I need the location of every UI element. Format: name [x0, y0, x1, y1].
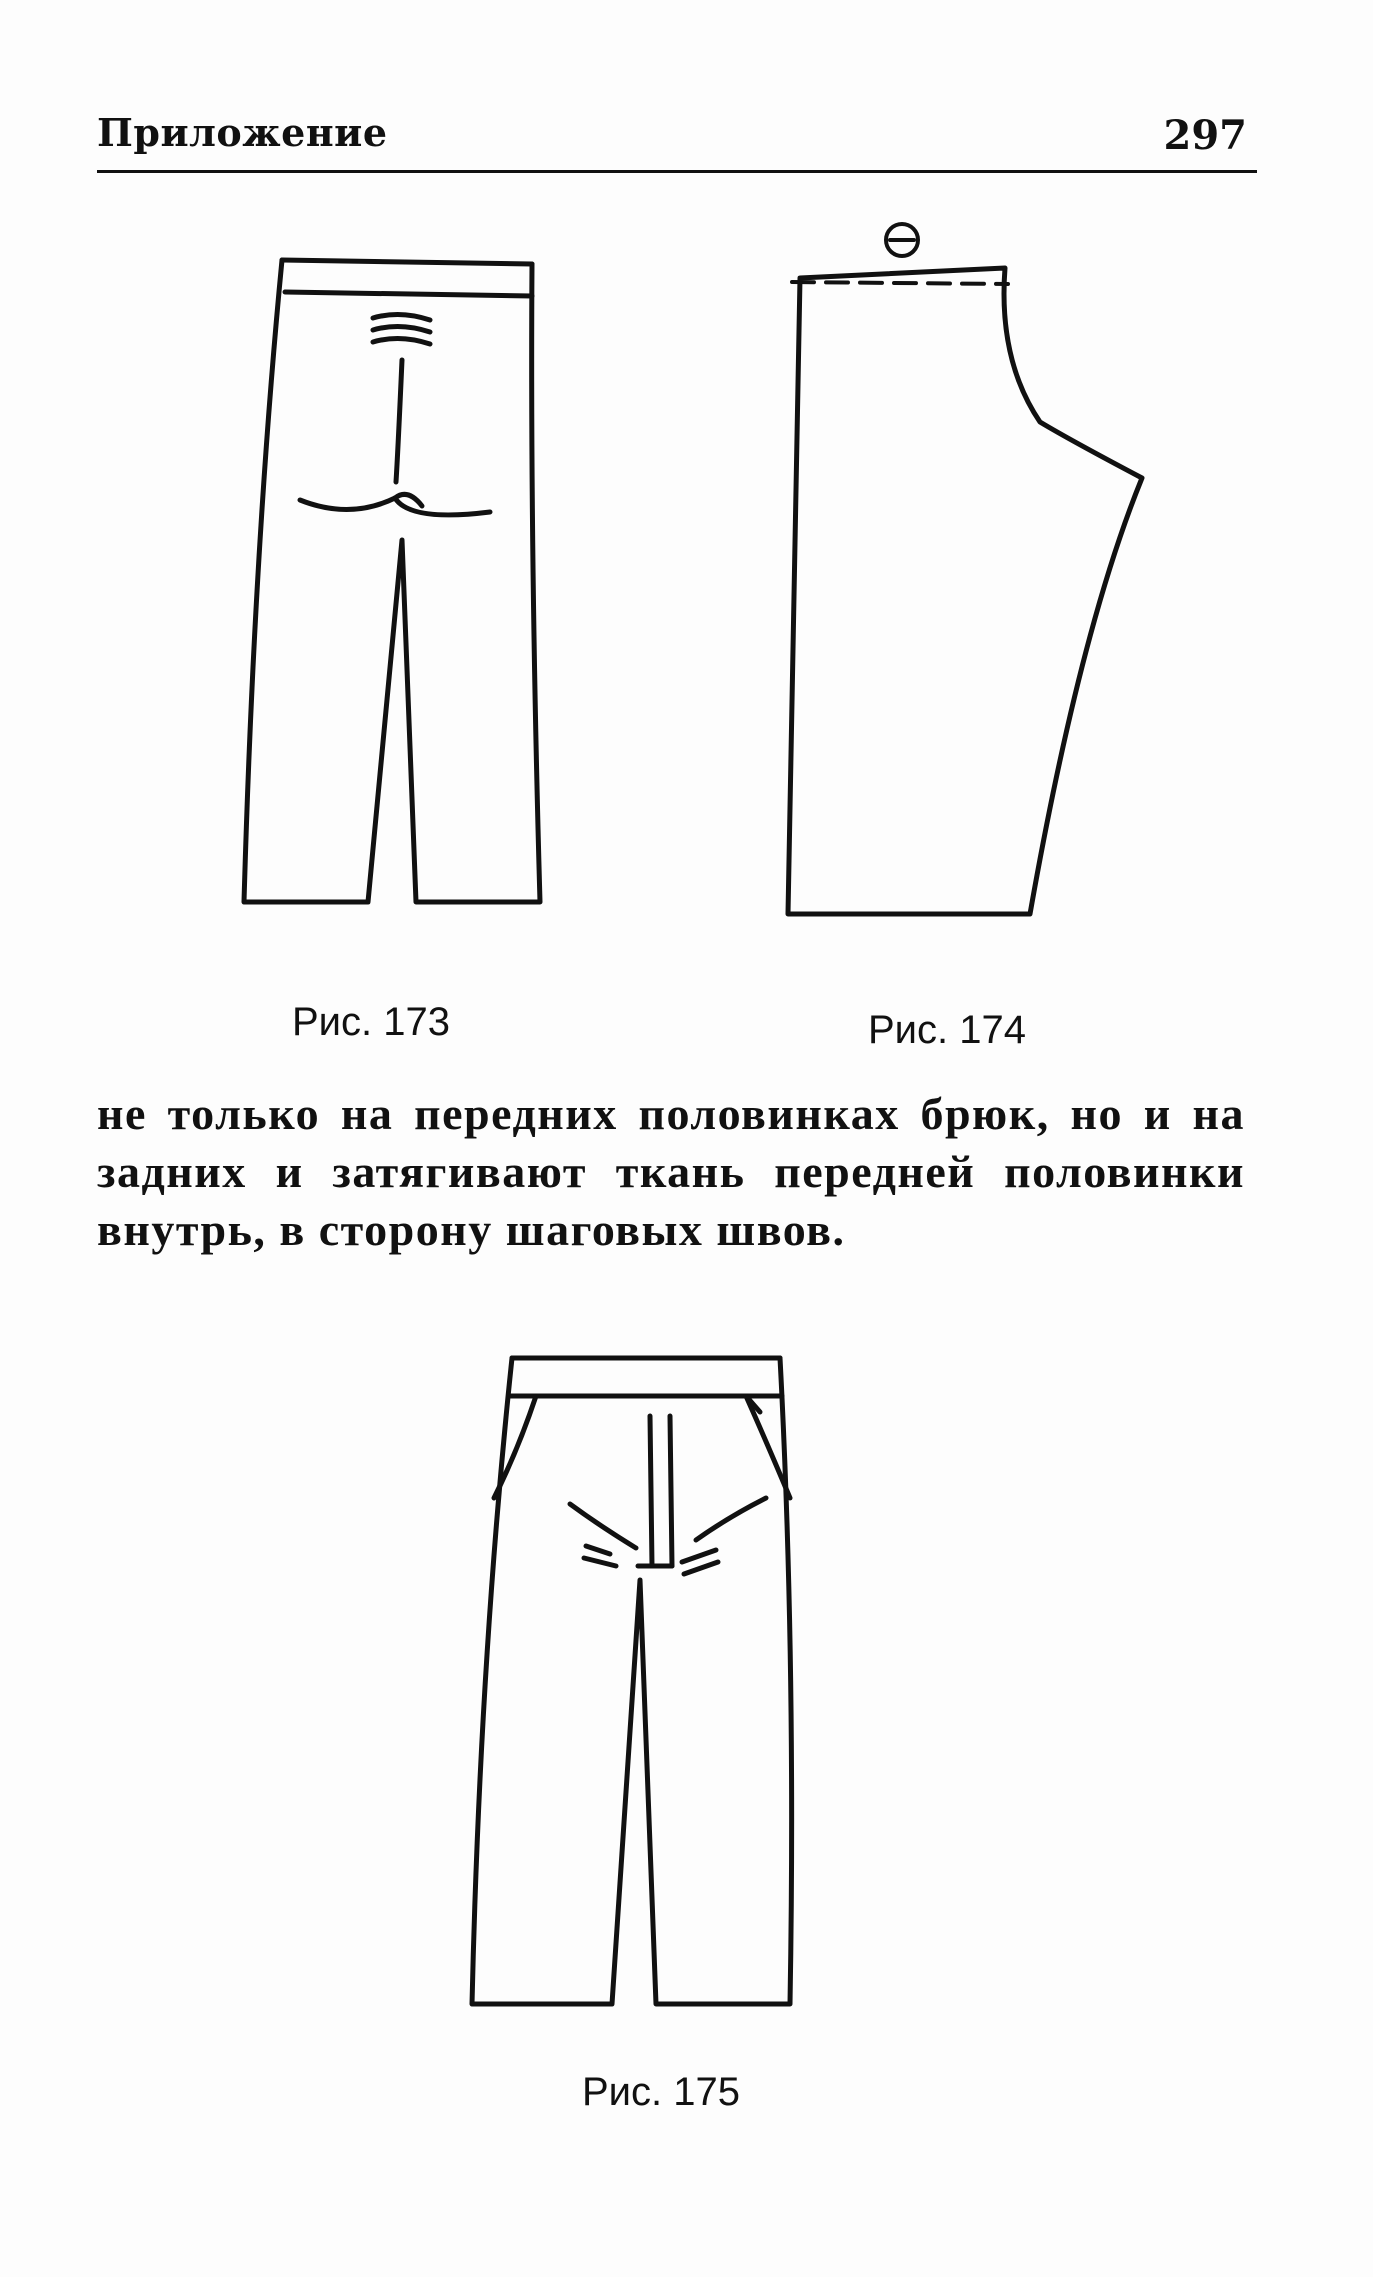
body-line-3: внутрь, в сторону шаговых швов. [97, 1204, 846, 1255]
running-head [97, 110, 1257, 172]
figure-173-caption: Рис. 173 [292, 1000, 450, 1044]
figure-173 [230, 250, 570, 920]
trousers-back-drawing [230, 250, 570, 920]
body-line-2: задних и затягивают ткань передней половинки [97, 1146, 1245, 1197]
figure-175-caption: Рис. 175 [582, 2070, 740, 2114]
section-title: Приложение [97, 110, 388, 155]
trousers-pattern-drawing [770, 210, 1150, 930]
figure-174-caption: Рис. 174 [868, 1008, 1026, 1052]
header-rule [97, 170, 1257, 173]
page-number: 297 [1163, 112, 1247, 159]
body-line-1: не только на передних половинках брюк, но и на [97, 1088, 1245, 1139]
figure-174 [770, 210, 1150, 930]
body-paragraph [97, 1085, 1245, 1259]
minus-circle-icon [886, 224, 918, 256]
figure-175 [460, 1340, 820, 2020]
trousers-front-drawing [460, 1340, 820, 2020]
